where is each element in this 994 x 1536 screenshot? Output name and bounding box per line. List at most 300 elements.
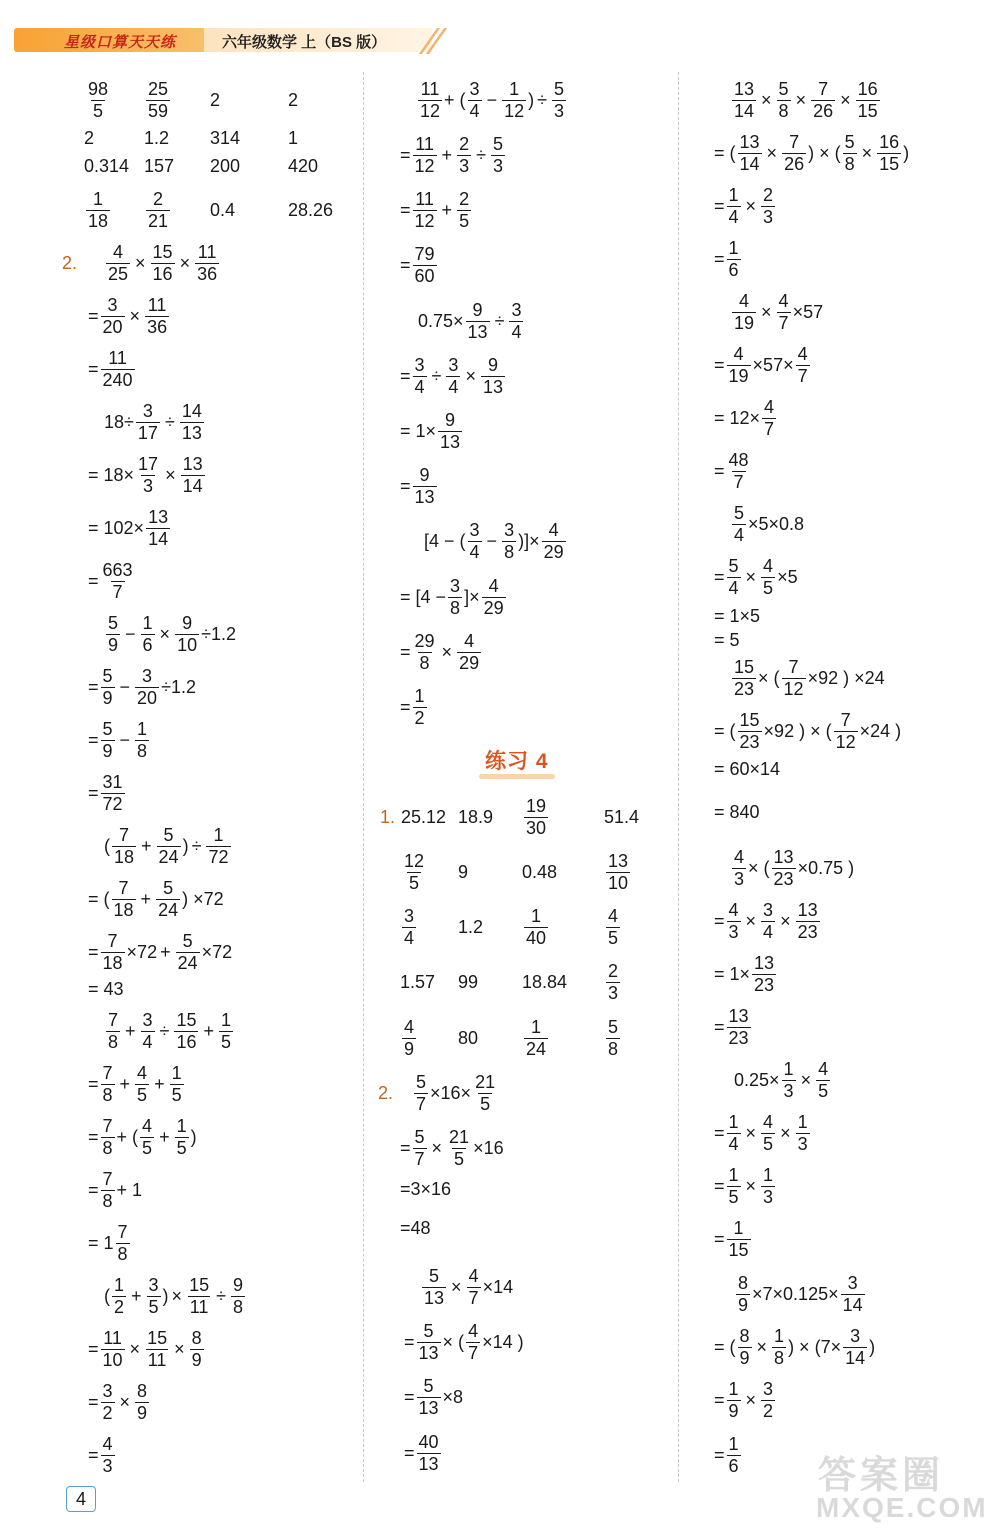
fraction-numerator: 3 <box>450 575 461 596</box>
fraction-denominator: 4 <box>142 1031 153 1052</box>
fraction <box>841 1273 865 1316</box>
fraction <box>738 1326 752 1369</box>
fraction-numerator: 40 <box>418 1431 439 1452</box>
math-text: = <box>714 1176 725 1196</box>
fraction <box>761 1379 775 1422</box>
fraction-numerator: 21 <box>475 1071 496 1092</box>
math-line <box>714 237 743 281</box>
math-line <box>734 1272 867 1316</box>
math-line <box>418 299 525 343</box>
math-text: 2 <box>84 128 95 148</box>
fraction <box>101 348 135 391</box>
fraction-numerator: 7 <box>789 131 800 152</box>
fraction-denominator: 21 <box>148 210 169 231</box>
fraction-denominator: 8 <box>450 597 461 618</box>
fraction-denominator: 5 <box>608 927 619 948</box>
math-operator: × <box>171 1286 183 1306</box>
fraction-numerator: 1 <box>728 237 739 258</box>
fraction-denominator: 8 <box>117 1243 128 1264</box>
math-operator: × <box>761 90 772 110</box>
math-line <box>714 131 909 175</box>
fraction-denominator: 25 <box>108 263 129 284</box>
math-line <box>404 1375 463 1419</box>
fraction-denominator: 13 <box>440 431 461 452</box>
fraction <box>447 1127 471 1170</box>
fraction-numerator: 1 <box>728 1378 739 1399</box>
fraction-denominator: 9 <box>102 740 113 761</box>
math-line <box>88 559 137 603</box>
math-line <box>714 1111 812 1155</box>
math-line <box>522 850 557 894</box>
math-line <box>424 519 568 563</box>
fraction-denominator: 4 <box>469 100 480 121</box>
math-text: ×5×0.8 <box>748 514 805 534</box>
fraction-numerator: 14 <box>181 400 202 421</box>
fraction-denominator: 7 <box>764 418 775 439</box>
fraction <box>502 520 516 563</box>
math-text: ) <box>903 143 910 163</box>
math-operator: − <box>125 624 136 644</box>
math-line <box>522 795 550 839</box>
math-line <box>604 905 622 949</box>
math-line <box>104 824 233 868</box>
fraction <box>761 1112 775 1155</box>
math-operator: × <box>795 90 807 110</box>
fraction <box>457 189 471 232</box>
math-text: 420 <box>288 156 319 176</box>
fraction <box>147 1275 161 1318</box>
math-text: 51.4 <box>604 807 640 827</box>
fraction-denominator: 10 <box>102 1349 123 1370</box>
fraction <box>112 1275 126 1318</box>
fraction <box>482 576 506 619</box>
fraction <box>796 1112 810 1155</box>
fraction-denominator: 15 <box>728 1239 749 1260</box>
fraction-denominator: 10 <box>177 634 198 655</box>
fraction <box>466 300 490 343</box>
math-text: = <box>400 145 411 165</box>
math-line <box>412 1071 499 1115</box>
math-operator: × <box>840 90 851 110</box>
fraction-numerator: 4 <box>818 1058 829 1079</box>
math-text: × ( <box>748 858 770 878</box>
math-text: ×72 <box>126 942 158 962</box>
fraction-denominator: 12 <box>414 155 435 176</box>
math-text: [4 − ( <box>424 531 466 551</box>
math-operator: × <box>745 1176 757 1196</box>
math-text: =3×16 <box>400 1179 452 1199</box>
fraction-numerator: 15 <box>176 1009 197 1030</box>
math-text: = <box>88 1127 99 1147</box>
math-text: = <box>88 942 99 962</box>
fraction <box>402 851 426 894</box>
fraction-denominator: 3 <box>492 155 503 176</box>
fraction-denominator: 17 <box>137 422 158 443</box>
fraction-denominator: 18 <box>114 846 135 867</box>
fraction <box>413 189 437 232</box>
fraction <box>727 1434 741 1477</box>
fraction-denominator: 3 <box>797 1133 808 1154</box>
math-text: = <box>88 1392 99 1412</box>
fraction-numerator: 4 <box>102 1433 113 1454</box>
fraction-denominator: 8 <box>419 652 430 673</box>
fraction <box>457 631 481 674</box>
fraction <box>101 1381 115 1424</box>
math-text: = 5 <box>714 630 740 650</box>
math-text: ×14 ) <box>482 1332 524 1352</box>
math-line <box>400 133 507 177</box>
math-line <box>400 354 507 398</box>
math-text: = <box>400 255 411 275</box>
fraction-denominator: 8 <box>102 1084 113 1105</box>
fraction <box>467 1266 481 1309</box>
math-line <box>88 1221 132 1265</box>
fraction <box>468 79 482 122</box>
math-text: = 18× <box>88 465 135 485</box>
math-line <box>88 347 137 391</box>
fraction-denominator: 8 <box>778 100 789 121</box>
fraction <box>524 1017 548 1060</box>
fraction-numerator: 3 <box>469 519 480 540</box>
fraction-denominator: 4 <box>734 524 745 545</box>
fraction-numerator: 9 <box>472 299 483 320</box>
math-operator: × <box>745 911 757 931</box>
fraction <box>151 242 175 285</box>
fraction-numerator: 2 <box>763 184 774 205</box>
math-text: = <box>404 1443 415 1463</box>
fraction-denominator: 29 <box>543 541 564 562</box>
fraction-numerator: 5 <box>163 877 174 898</box>
math-line <box>714 899 822 943</box>
fraction-numerator: 5 <box>416 1071 427 1092</box>
math-text: + ( <box>444 90 466 110</box>
fraction <box>727 344 751 387</box>
math-operator: × <box>745 1123 757 1143</box>
fraction-numerator: 5 <box>423 1320 434 1341</box>
series-title: 星级口算天天练 <box>64 34 177 51</box>
math-line <box>714 1164 777 1208</box>
math-line <box>104 612 236 656</box>
fraction-denominator: 26 <box>784 153 805 174</box>
fraction <box>727 1218 751 1261</box>
math-line <box>380 795 446 839</box>
fraction <box>141 1010 155 1053</box>
fraction <box>413 686 427 729</box>
fraction-numerator: 9 <box>232 1274 243 1295</box>
math-operator: × <box>159 624 171 644</box>
fraction-numerator: 1 <box>509 78 520 99</box>
fraction <box>157 825 181 868</box>
fraction-numerator: 3 <box>469 78 480 99</box>
math-operator: × <box>165 465 176 485</box>
math-text: = <box>88 1180 99 1200</box>
fraction <box>491 134 505 177</box>
math-operator: + <box>131 1286 142 1306</box>
fraction-denominator: 8 <box>608 1038 619 1059</box>
fraction-denominator: 7 <box>468 1287 479 1308</box>
fraction <box>446 355 460 398</box>
fraction-numerator: 11 <box>420 78 440 99</box>
fraction <box>727 450 751 493</box>
fraction <box>796 344 810 387</box>
fraction <box>86 189 110 232</box>
fraction-numerator: 4 <box>137 1062 148 1083</box>
fraction-denominator: 2 <box>763 1400 774 1421</box>
math-line <box>400 1126 504 1170</box>
fraction-numerator: 17 <box>138 453 159 474</box>
fraction-numerator: 12 <box>404 850 425 871</box>
math-operator: ÷ <box>431 366 442 386</box>
fraction-denominator: 5 <box>148 1296 159 1317</box>
fraction-numerator: 3 <box>148 1274 159 1295</box>
math-line <box>714 449 753 493</box>
fraction-denominator: 3 <box>143 475 154 496</box>
math-text: = <box>400 366 411 386</box>
fraction-numerator: 13 <box>754 952 775 973</box>
fraction-denominator: 18 <box>113 899 134 920</box>
fraction-denominator: 7 <box>468 1342 479 1363</box>
fraction-denominator: 15 <box>857 100 878 121</box>
fraction-denominator: 14 <box>734 100 755 121</box>
fraction-numerator: 5 <box>844 131 855 152</box>
fraction-numerator: 15 <box>152 241 173 262</box>
math-text: = 1 <box>88 1233 114 1253</box>
fraction-numerator: 1 <box>414 685 425 706</box>
fraction-denominator: 9 <box>108 634 119 655</box>
fraction-numerator: 663 <box>102 559 133 580</box>
fraction-denominator: 7 <box>733 471 744 492</box>
fraction <box>135 719 149 762</box>
fraction-denominator: 4 <box>728 1133 739 1154</box>
math-text: = <box>88 571 99 591</box>
fraction <box>877 132 901 175</box>
math-text: + ( <box>116 1127 139 1147</box>
fraction-denominator: 11 <box>189 1296 209 1317</box>
math-line <box>104 400 206 444</box>
fraction-numerator: 8 <box>191 1327 202 1348</box>
fraction <box>727 1112 741 1155</box>
fraction <box>552 79 566 122</box>
fraction-numerator: 7 <box>102 1168 113 1189</box>
fraction <box>752 953 776 996</box>
fraction-numerator: 3 <box>414 354 425 375</box>
fraction-numerator: 21 <box>449 1126 470 1147</box>
math-line <box>522 960 567 1004</box>
math-operator: + <box>441 200 453 220</box>
fraction <box>156 878 180 921</box>
math-line <box>714 555 798 599</box>
fraction <box>140 1116 154 1159</box>
fraction-numerator: 5 <box>728 555 739 576</box>
fraction <box>135 1381 149 1424</box>
fraction-numerator: 3 <box>107 294 118 315</box>
math-text: 0.4 <box>210 200 236 220</box>
math-text: = <box>714 196 725 216</box>
fraction-denominator: 7 <box>416 1093 427 1114</box>
fraction <box>101 772 125 815</box>
math-text: 18.84 <box>522 972 568 992</box>
math-text: = 1× <box>400 421 437 441</box>
math-text: 18÷ <box>104 412 134 432</box>
fraction <box>136 401 160 444</box>
fraction-denominator: 59 <box>148 100 169 121</box>
fraction-denominator: 13 <box>467 321 488 342</box>
fraction-denominator: 9 <box>739 1347 750 1368</box>
fraction <box>727 185 741 228</box>
math-line <box>604 1016 622 1060</box>
fraction-numerator: 3 <box>504 519 515 540</box>
math-line <box>404 1320 524 1364</box>
math-line <box>88 877 224 921</box>
fraction-numerator: 31 <box>102 771 123 792</box>
fraction <box>606 906 620 949</box>
fraction-numerator: 2 <box>459 133 470 154</box>
fraction-denominator: 8 <box>504 541 515 562</box>
fraction <box>135 1063 149 1106</box>
fraction-numerator: 7 <box>107 930 118 951</box>
fraction-denominator: 26 <box>813 100 834 121</box>
fraction-denominator: 3 <box>763 1186 774 1207</box>
fraction-numerator: 1 <box>728 1433 739 1454</box>
fraction-denominator: 4 <box>469 541 480 562</box>
fraction <box>856 79 880 122</box>
fraction-numerator: 1 <box>142 612 153 633</box>
fraction-denominator: 5 <box>409 872 420 893</box>
problem-number: 1. <box>380 807 396 827</box>
fraction-numerator: 9 <box>182 612 193 633</box>
fraction <box>606 1017 620 1060</box>
math-text: = <box>714 1390 725 1410</box>
fraction-numerator: 4 <box>468 1265 479 1286</box>
math-text: ×24 ) <box>859 721 902 741</box>
math-text: 2 <box>210 90 221 110</box>
math-text: = ( <box>714 721 736 741</box>
fraction-denominator: 16 <box>176 1031 197 1052</box>
fraction-numerator: 7 <box>117 1221 128 1242</box>
math-text: 0.314 <box>84 156 130 176</box>
fraction-numerator: 5 <box>182 930 193 951</box>
fraction-numerator: 1 <box>93 188 104 209</box>
fraction <box>175 613 199 656</box>
fraction-denominator: 23 <box>728 1027 749 1048</box>
math-line <box>88 1380 151 1424</box>
fraction <box>606 851 630 894</box>
fraction <box>481 355 505 398</box>
math-text: = <box>714 1017 725 1037</box>
fraction <box>466 1321 480 1364</box>
math-text: = 102× <box>88 518 145 538</box>
math-line <box>714 790 760 834</box>
math-text: = <box>400 476 411 496</box>
fraction-numerator: 1 <box>531 1016 542 1037</box>
math-line <box>730 502 804 546</box>
fraction <box>112 825 136 868</box>
fraction-denominator: 13 <box>424 1287 445 1308</box>
fraction-numerator: 9 <box>419 464 430 485</box>
fraction-numerator: 2 <box>608 960 619 981</box>
math-line <box>458 905 483 949</box>
math-operator: + <box>160 942 171 962</box>
math-text: = 43 <box>88 979 124 999</box>
fraction-denominator: 5 <box>763 1133 774 1154</box>
fraction-denominator: 5 <box>454 1148 465 1169</box>
fraction-denominator: 72 <box>102 793 123 814</box>
fraction-denominator: 12 <box>835 731 856 752</box>
math-line <box>104 1274 247 1318</box>
math-text: = <box>714 249 725 269</box>
fraction <box>190 1328 204 1371</box>
math-text: 0.75× <box>418 311 464 331</box>
math-text: = 1×5 <box>714 606 761 626</box>
math-line <box>84 188 112 232</box>
math-operator: ÷ <box>164 412 175 432</box>
fraction-numerator: 13 <box>734 78 755 99</box>
math-line <box>420 1265 513 1309</box>
math-text: = 1× <box>714 964 751 984</box>
fraction-numerator: 5 <box>163 824 174 845</box>
math-text: = <box>714 461 725 481</box>
math-text: = <box>714 567 725 587</box>
math-line <box>730 656 885 700</box>
fraction-numerator: 3 <box>142 665 153 686</box>
fraction-numerator: 1 <box>783 1058 794 1079</box>
fraction-numerator: 16 <box>879 131 900 152</box>
fraction-denominator: 8 <box>108 1031 119 1052</box>
fraction-denominator: 3 <box>608 982 619 1003</box>
fraction-numerator: 1 <box>797 1111 808 1132</box>
math-text: = <box>88 1074 99 1094</box>
math-operator: ÷ <box>159 1021 170 1041</box>
fraction <box>509 300 523 343</box>
fraction <box>219 1010 233 1053</box>
math-text: = <box>88 783 99 803</box>
math-text: = <box>88 1445 99 1465</box>
fraction <box>175 1116 189 1159</box>
math-text: × ( <box>758 668 780 688</box>
math-line <box>730 846 854 890</box>
math-text: = <box>400 1138 411 1158</box>
math-text: = ( <box>714 1337 736 1357</box>
fraction-numerator: 3 <box>763 1378 774 1399</box>
fraction-denominator: 13 <box>418 1397 439 1418</box>
math-operator: + <box>119 1074 131 1094</box>
fraction <box>811 79 835 122</box>
fraction-numerator: 8 <box>137 1380 148 1401</box>
math-operator: + <box>441 145 453 165</box>
math-line <box>714 184 777 228</box>
fraction-numerator: 4 <box>404 1016 415 1037</box>
fraction <box>448 576 462 619</box>
fraction-numerator: 4 <box>797 343 808 364</box>
fraction <box>174 1010 198 1053</box>
math-operator: + <box>140 889 152 909</box>
fraction-denominator: 13 <box>418 1342 439 1363</box>
fraction-denominator: 5 <box>459 210 470 231</box>
fraction <box>106 613 120 656</box>
fraction-denominator: 9 <box>191 1349 202 1370</box>
math-text: ) <box>528 90 535 110</box>
math-operator: × <box>780 1123 791 1143</box>
fraction-numerator: 1 <box>213 824 224 845</box>
fraction-numerator: 7 <box>118 877 129 898</box>
fraction-numerator: 3 <box>448 354 459 375</box>
fraction <box>761 900 775 943</box>
fraction-denominator: 14 <box>845 1347 866 1368</box>
math-operator: × <box>441 642 453 662</box>
math-text: ]× <box>464 587 480 607</box>
fraction <box>195 242 219 285</box>
fraction <box>727 1165 741 1208</box>
